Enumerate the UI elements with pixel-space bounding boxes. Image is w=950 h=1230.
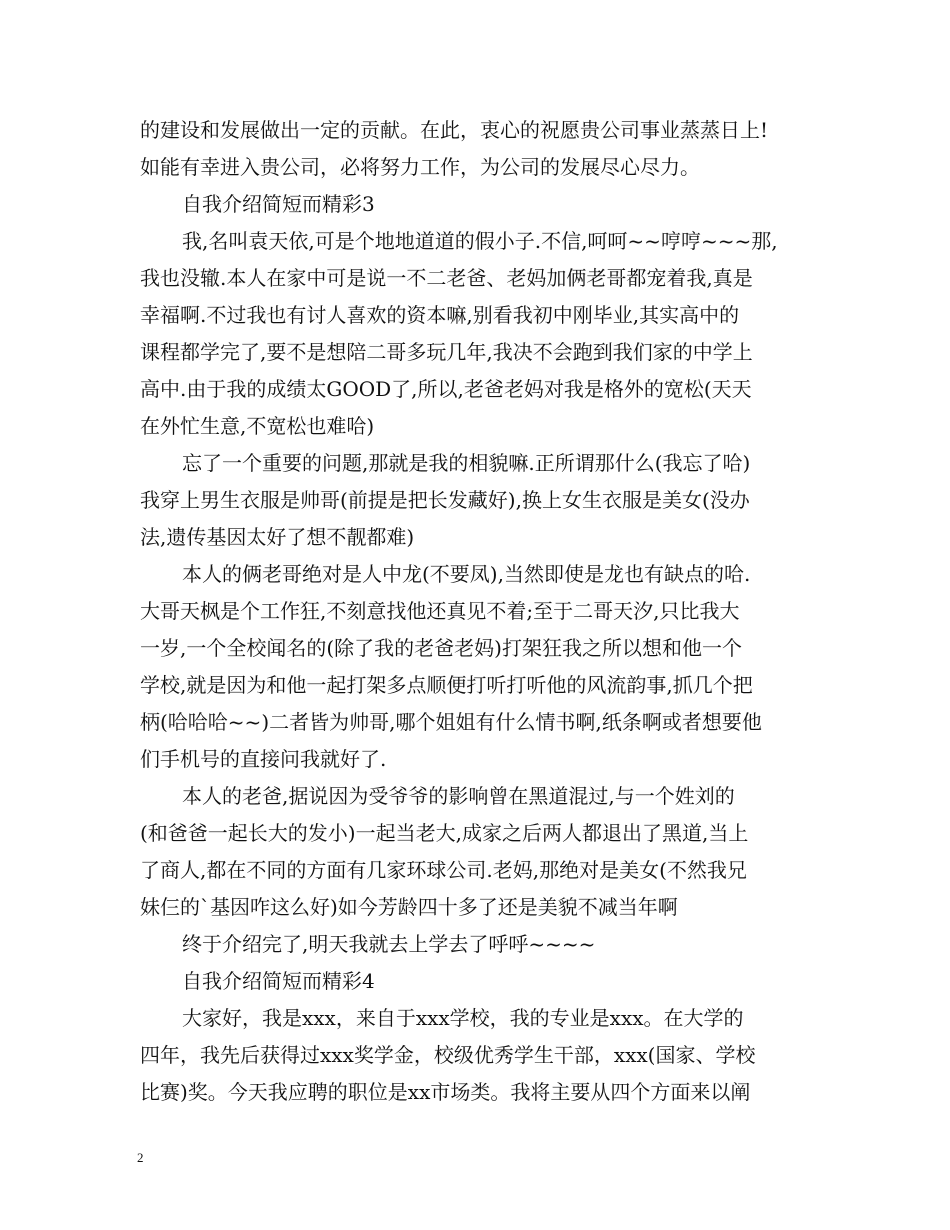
text-line: 如能有幸进入贵公司，必将努力工作，为公司的发展尽心尽力。 [140,155,700,179]
text-line: 本人的俩老哥绝对是人中龙(不要凤),当然即使是龙也有缺点的哈. [182,562,751,586]
text-line: 自我介绍简短而精彩3 [182,192,375,216]
text-line: 我也没辙.本人在家中可是说一不二老爸、老妈加俩老哥都宠着我,真是 [140,266,753,290]
text-line: 高中.由于我的成绩太GOOD了,所以,老爸老妈对我是格外的宽松(天天 [140,377,752,401]
text-line: 幸福啊.不过我也有讨人喜欢的资本嘛,别看我初中刚毕业,其实高中的 [140,303,740,327]
text-line: 我穿上男生衣服是帅哥(前提是把长发藏好),换上女生衣服是美女(没办 [140,488,750,512]
text-line: 在外忙生意,不宽松也难哈) [140,414,375,438]
text-line: 大家好，我是xxx，来自于xxx学校，我的专业是xxx。在大学的 [182,1006,744,1030]
text-line: 比赛)奖。今天我应聘的职位是xx市场类。我将主要从四个方面来以阐 [140,1080,751,1104]
text-line: 柄(哈哈哈~~)二者皆为帅哥,哪个姐姐有什么情书啊,纸条啊或者想要他 [140,710,762,734]
page-number: 2 [137,1150,144,1165]
text-line: 了商人,都在不同的方面有几家环球公司.老妈,那绝对是美女(不然我兄 [140,858,747,882]
text-line: 法,遗传基因太好了想不靓都难) [140,525,415,549]
text-line: 四年，我先后获得过xxx奖学金，校级优秀学生干部，xxx(国家、学校 [140,1043,756,1067]
text-line: 终于介绍完了,明天我就去上学去了呼呼~~~~ [182,932,596,956]
text-line: 课程都学完了,要不是想陪二哥多玩几年,我决不会跑到我们家的中学上 [140,340,753,364]
text-line: 一岁,一个全校闻名的(除了我的老爸老妈)打架狂我之所以想和他一个 [140,636,742,660]
body-text [140,112,812,1111]
text-line: 忘了一个重要的问题,那就是我的相貌嘛.正所谓那什么(我忘了哈) [182,451,751,475]
text-line: 妹仨的`基因咋这么好)如今芳龄四十多了还是美貌不减当年啊 [140,895,678,919]
text-line: 大哥天枫是个工作狂,不刻意找他还真见不着;至于二哥天汐,只比我大 [140,599,740,623]
text-line: 自我介绍简短而精彩4 [182,969,375,993]
text-line: 学校,就是因为和他一起打架多点顺便打听打听他的风流韵事,抓几个把 [140,673,753,697]
text-line: 本人的老爸,据说因为受爷爷的影响曾在黑道混过,与一个姓刘的 [182,784,735,808]
text-line: (和爸爸一起长大的发小)一起当老大,成家之后两人都退出了黑道,当上 [140,821,749,845]
text-line: 我,名叫袁天依,可是个地地道道的假小子.不信,呵呵~~哼哼~~~那, [182,229,778,253]
text-line: 们手机号的直接问我就好了. [140,747,387,771]
text-line: 的建设和发展做出一定的贡献。在此，衷心的祝愿贵公司事业蒸蒸日上! [140,118,769,142]
